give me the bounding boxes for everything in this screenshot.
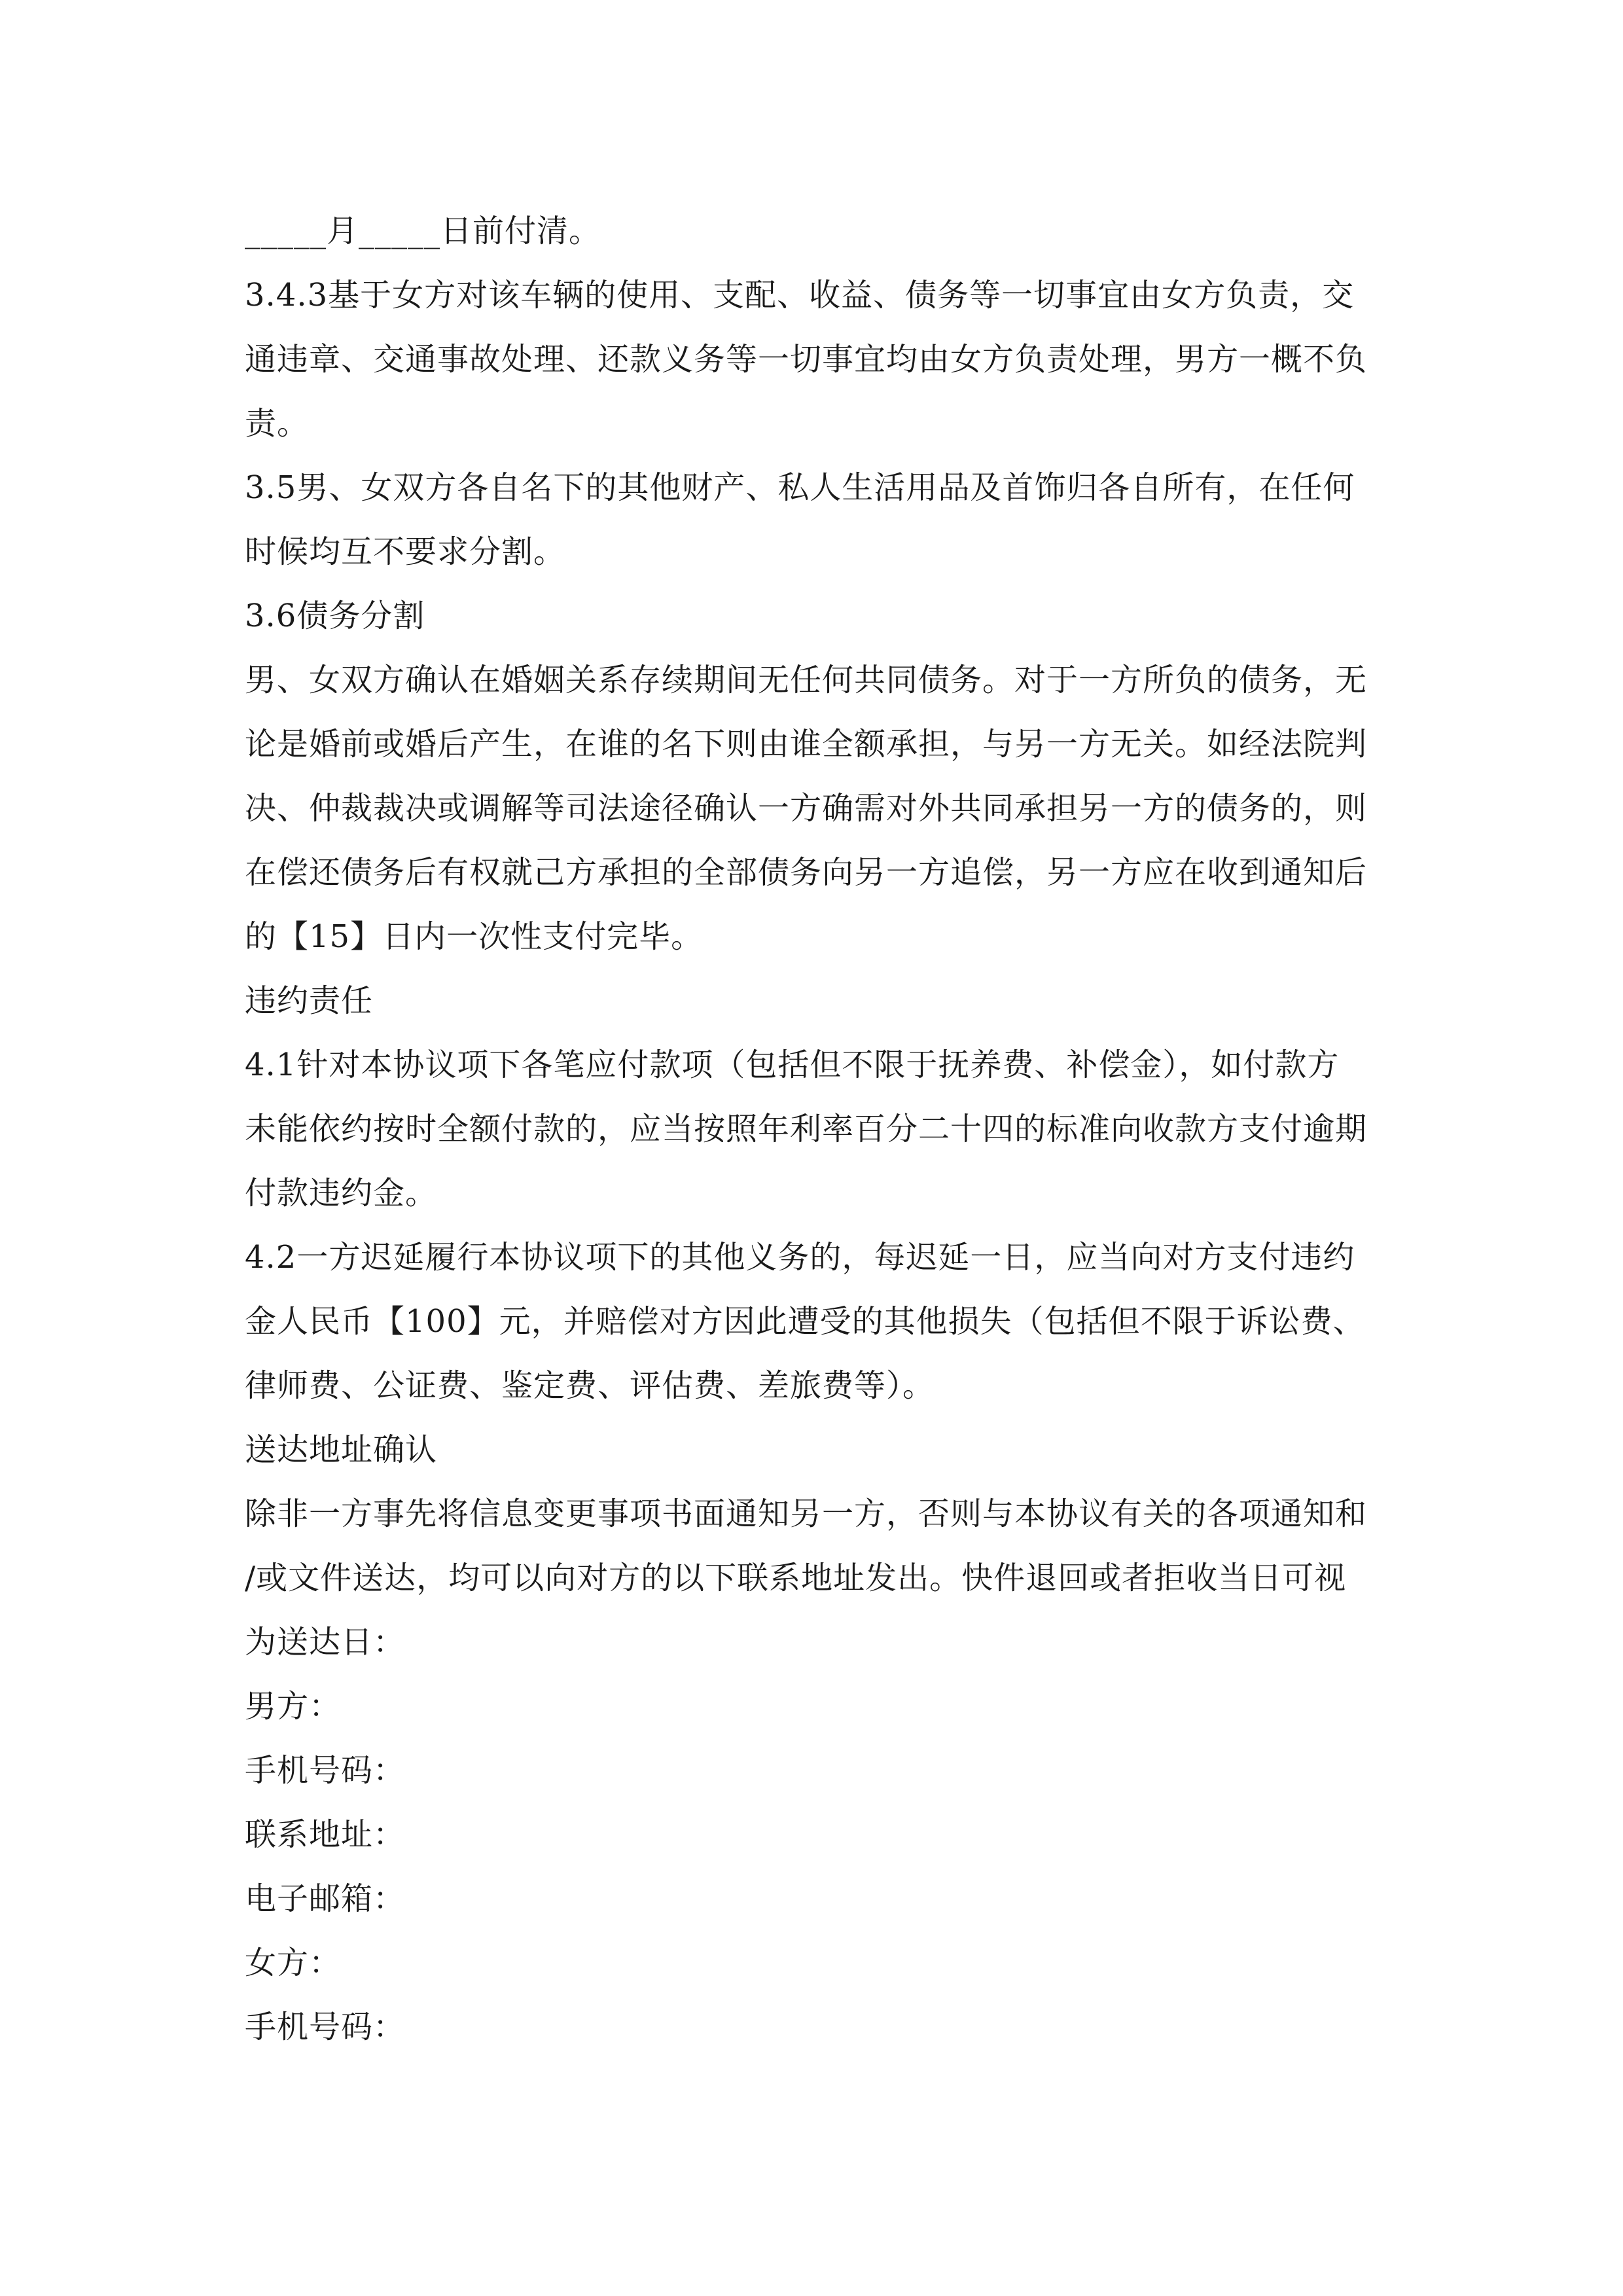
text-line: 未能依约按时全额付款的，应当按照年利率百分二十四的标准向收款方支付逾期 bbox=[245, 1111, 1368, 1147]
field-label: 手机号码： bbox=[245, 2009, 406, 2045]
text-line: 3.5男、女双方各自名下的其他财产、私人生活用品及首饰归各自所有，在任何 bbox=[245, 469, 1355, 506]
text-line: 为送达日： bbox=[245, 1624, 406, 1660]
text-line: 决、仲裁裁决或调解等司法途径确认一方确需对外共同承担另一方的债务的，则 bbox=[245, 790, 1368, 827]
document-body bbox=[245, 199, 1381, 2059]
text-line: _____月_____日前付清。 bbox=[245, 213, 601, 249]
field-label: 男方： bbox=[245, 1688, 342, 1725]
text-line: 责。 bbox=[245, 405, 310, 442]
text-line: 通违章、交通事故处理、还款义务等一切事宜均由女方负责处理，男方一概不负 bbox=[245, 341, 1368, 378]
text-line: 3.4.3基于女方对该车辆的使用、支配、收益、债务等一切事宜由女方负责，交 bbox=[245, 277, 1355, 314]
text-line: 论是婚前或婚后产生，在谁的名下则由谁全额承担，与另一方无关。如经法院判 bbox=[245, 726, 1368, 762]
section-heading: 违约责任 bbox=[245, 982, 374, 1019]
text-line: 除非一方事先将信息变更事项书面通知另一方，否则与本协议有关的各项通知和 bbox=[245, 1496, 1368, 1532]
text-line: 金人民币【100】元，并赔偿对方因此遭受的其他损失（包括但不限于诉讼费、 bbox=[245, 1303, 1365, 1340]
text-line: /或文件送达，均可以向对方的以下联系地址发出。快件退回或者拒收当日可视 bbox=[245, 1560, 1347, 1596]
text-line: 4.2一方迟延履行本协议项下的其他义务的，每迟延一日，应当向对方支付违约 bbox=[245, 1239, 1355, 1276]
text-line: 的【15】日内一次性支付完毕。 bbox=[245, 918, 704, 955]
section-heading: 3.6债务分割 bbox=[245, 598, 425, 634]
field-label: 联系地址： bbox=[245, 1816, 406, 1853]
field-label: 手机号码： bbox=[245, 1752, 406, 1789]
field-label: 女方： bbox=[245, 1945, 342, 1981]
section-heading: 送达地址确认 bbox=[245, 1431, 438, 1468]
text-line: 律师费、公证费、鉴定费、评估费、差旅费等）。 bbox=[245, 1367, 935, 1404]
text-line: 在偿还债务后有权就己方承担的全部债务向另一方追偿，另一方应在收到通知后 bbox=[245, 854, 1368, 891]
text-line: 4.1针对本协议项下各笔应付款项（包括但不限于抚养费、补偿金），如付款方 bbox=[245, 1047, 1340, 1083]
field-label: 电子邮箱： bbox=[245, 1880, 406, 1917]
text-line: 时候均互不要求分割。 bbox=[245, 533, 566, 570]
text-line: 男、女双方确认在婚姻关系存续期间无任何共同债务。对于一方所负的债务，无 bbox=[245, 662, 1368, 698]
text-line: 付款违约金。 bbox=[245, 1175, 438, 1211]
